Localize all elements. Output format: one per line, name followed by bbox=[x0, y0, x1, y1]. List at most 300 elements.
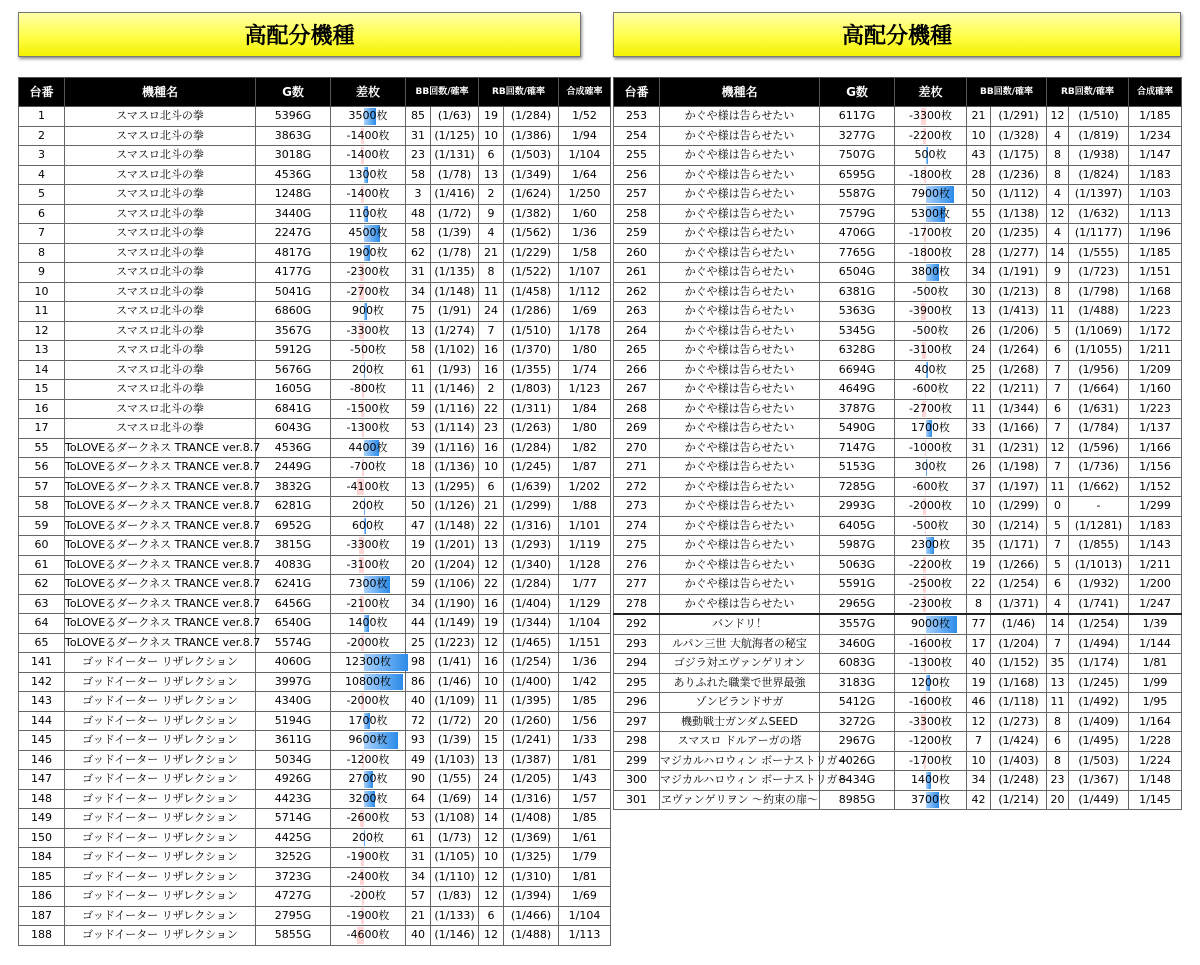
rb-rate-cell: (1/370) bbox=[504, 341, 559, 361]
header-bb: BB回数/確率 bbox=[406, 78, 479, 107]
combined-rate-cell: 1/145 bbox=[1129, 790, 1182, 810]
bb-rate-cell: (1/114) bbox=[431, 419, 479, 439]
machine-no-cell: 272 bbox=[614, 477, 660, 497]
diff-value: -600枚 bbox=[912, 382, 949, 396]
rb-count-cell: 11 bbox=[1047, 477, 1069, 497]
rb-count-cell: 12 bbox=[1047, 107, 1069, 127]
rb-rate-cell: (1/596) bbox=[1069, 438, 1129, 458]
bb-count-cell: 10 bbox=[967, 497, 991, 517]
games-cell: 6083G bbox=[820, 654, 895, 674]
games-cell: 5153G bbox=[820, 458, 895, 478]
diff-cell bbox=[895, 536, 967, 556]
combined-rate-cell: 1/228 bbox=[1129, 732, 1182, 752]
rb-count-cell: 11 bbox=[1047, 302, 1069, 322]
rb-count-cell: 6 bbox=[479, 477, 504, 497]
diff-cell bbox=[331, 731, 406, 751]
bb-count-cell: 44 bbox=[406, 614, 431, 634]
header-machine-name: 機種名 bbox=[65, 78, 256, 107]
machine-name-cell: スマスロ北斗の拳 bbox=[65, 146, 256, 166]
rb-count-cell: 16 bbox=[479, 594, 504, 614]
combined-rate-cell: 1/172 bbox=[1129, 321, 1182, 341]
table-row bbox=[19, 711, 611, 731]
diff-value: -1600枚 bbox=[909, 636, 952, 650]
rb-rate-cell: (1/1177) bbox=[1069, 224, 1129, 244]
diff-value: -1400枚 bbox=[346, 128, 390, 142]
diff-cell bbox=[895, 107, 967, 127]
rb-rate-cell: (1/956) bbox=[1069, 360, 1129, 380]
combined-rate-cell: 1/234 bbox=[1129, 126, 1182, 146]
rb-rate-cell: (1/488) bbox=[1069, 302, 1129, 322]
rb-count-cell: 6 bbox=[1047, 732, 1069, 752]
table-row bbox=[614, 321, 1182, 341]
table-row bbox=[614, 673, 1182, 693]
bb-count-cell: 26 bbox=[967, 458, 991, 478]
machine-no-cell: 261 bbox=[614, 263, 660, 283]
diff-cell bbox=[331, 516, 406, 536]
diff-value: -1900枚 bbox=[346, 850, 390, 864]
bb-count-cell: 35 bbox=[967, 536, 991, 556]
diff-cell bbox=[331, 906, 406, 926]
games-cell: 6328G bbox=[820, 341, 895, 361]
rb-rate-cell: (1/263) bbox=[504, 419, 559, 439]
bb-count-cell: 49 bbox=[406, 750, 431, 770]
diff-cell bbox=[331, 555, 406, 575]
diff-value: 300枚 bbox=[914, 460, 947, 474]
machine-no-cell: 256 bbox=[614, 165, 660, 185]
games-cell: 5396G bbox=[256, 107, 331, 127]
rb-rate-cell: (1/400) bbox=[504, 672, 559, 692]
games-cell: 3997G bbox=[256, 672, 331, 692]
machine-no-cell: 188 bbox=[19, 926, 65, 946]
games-cell: 3815G bbox=[256, 536, 331, 556]
diff-cell bbox=[895, 790, 967, 810]
left-title-banner: 高配分機種 bbox=[18, 12, 581, 57]
diff-value: 3500枚 bbox=[348, 109, 388, 123]
diff-cell bbox=[895, 673, 967, 693]
diff-value: -2200枚 bbox=[909, 128, 952, 142]
combined-rate-cell: 1/56 bbox=[559, 711, 611, 731]
machine-name-cell: かぐや様は告らせたい bbox=[660, 204, 820, 224]
diff-value: -4600枚 bbox=[346, 928, 390, 942]
diff-cell bbox=[331, 399, 406, 419]
rb-count-cell: 12 bbox=[1047, 204, 1069, 224]
bb-rate-cell: (1/133) bbox=[431, 906, 479, 926]
diff-value: 1100枚 bbox=[348, 206, 388, 220]
rb-count-cell: 7 bbox=[1047, 419, 1069, 439]
machine-name-cell: かぐや様は告らせたい bbox=[660, 555, 820, 575]
games-cell: 5855G bbox=[256, 926, 331, 946]
rb-rate-cell: (1/522) bbox=[504, 263, 559, 283]
combined-rate-cell: 1/151 bbox=[559, 633, 611, 653]
diff-value: -4100枚 bbox=[346, 479, 390, 493]
combined-rate-cell: 1/156 bbox=[1129, 458, 1182, 478]
diff-value: -1600枚 bbox=[909, 695, 952, 709]
machine-name-cell: かぐや様は告らせたい bbox=[660, 263, 820, 283]
diff-value: -1300枚 bbox=[346, 421, 390, 435]
diff-cell bbox=[331, 789, 406, 809]
combined-rate-cell: 1/160 bbox=[1129, 380, 1182, 400]
rb-count-cell: 24 bbox=[479, 302, 504, 322]
machine-no-cell: 17 bbox=[19, 419, 65, 439]
diff-cell bbox=[895, 555, 967, 575]
rb-count-cell: 8 bbox=[1047, 165, 1069, 185]
machine-name-cell: ゴッドイーター リザレクション bbox=[65, 672, 256, 692]
rb-count-cell: 15 bbox=[479, 731, 504, 751]
bb-count-cell: 59 bbox=[406, 575, 431, 595]
table-row bbox=[19, 399, 611, 419]
games-cell: 3557G bbox=[820, 614, 895, 634]
diff-cell bbox=[895, 458, 967, 478]
header-machine-no: 台番 bbox=[19, 78, 65, 107]
machine-name-cell: スマスロ北斗の拳 bbox=[65, 185, 256, 205]
diff-value: -2700枚 bbox=[909, 401, 952, 415]
combined-rate-cell: 1/250 bbox=[559, 185, 611, 205]
games-cell: 5591G bbox=[820, 575, 895, 595]
rb-rate-cell: (1/284) bbox=[504, 107, 559, 127]
diff-value: 4400枚 bbox=[348, 440, 388, 454]
combined-rate-cell: 1/196 bbox=[1129, 224, 1182, 244]
bb-rate-cell: (1/191) bbox=[991, 263, 1047, 283]
bb-count-cell: 11 bbox=[406, 380, 431, 400]
machine-no-cell: 62 bbox=[19, 575, 65, 595]
rb-count-cell: 6 bbox=[1047, 341, 1069, 361]
diff-value: 3800枚 bbox=[911, 265, 950, 279]
table-row bbox=[614, 497, 1182, 517]
diff-cell bbox=[895, 263, 967, 283]
machine-no-cell: 58 bbox=[19, 497, 65, 517]
machine-no-cell: 185 bbox=[19, 867, 65, 887]
machine-name-cell: ToLOVEるダークネス TRANCE ver.8.7 bbox=[65, 594, 256, 614]
games-cell: 6405G bbox=[820, 516, 895, 536]
rb-rate-cell: (1/932) bbox=[1069, 575, 1129, 595]
bb-rate-cell: (1/299) bbox=[991, 497, 1047, 517]
machine-no-cell: 147 bbox=[19, 770, 65, 790]
rb-rate-cell: (1/205) bbox=[504, 770, 559, 790]
rb-count-cell: 6 bbox=[479, 146, 504, 166]
table-row bbox=[614, 693, 1182, 713]
machine-no-cell: 10 bbox=[19, 282, 65, 302]
bb-count-cell: 47 bbox=[406, 516, 431, 536]
machine-no-cell: 273 bbox=[614, 497, 660, 517]
bb-count-cell: 25 bbox=[406, 633, 431, 653]
rb-rate-cell: (1/386) bbox=[504, 126, 559, 146]
bb-rate-cell: (1/131) bbox=[431, 146, 479, 166]
combined-rate-cell: 1/74 bbox=[559, 360, 611, 380]
machine-name-cell: ToLOVEるダークネス TRANCE ver.8.7 bbox=[65, 536, 256, 556]
machine-no-cell: 258 bbox=[614, 204, 660, 224]
machine-name-cell: ゴッドイーター リザレクション bbox=[65, 887, 256, 907]
rb-count-cell: 0 bbox=[1047, 497, 1069, 517]
bb-rate-cell: (1/166) bbox=[991, 419, 1047, 439]
combined-rate-cell: 1/94 bbox=[559, 126, 611, 146]
diff-value: 400枚 bbox=[914, 362, 947, 376]
bb-rate-cell: (1/152) bbox=[991, 654, 1047, 674]
table-row bbox=[19, 906, 611, 926]
bb-count-cell: 53 bbox=[406, 809, 431, 829]
combined-rate-cell: 1/143 bbox=[1129, 536, 1182, 556]
diff-value: -1000枚 bbox=[909, 440, 952, 454]
table-row bbox=[614, 771, 1182, 791]
machine-no-cell: 187 bbox=[19, 906, 65, 926]
machine-name-cell: ToLOVEるダークネス TRANCE ver.8.7 bbox=[65, 438, 256, 458]
diff-cell bbox=[331, 848, 406, 868]
combined-rate-cell: 1/113 bbox=[559, 926, 611, 946]
table-row bbox=[19, 594, 611, 614]
rb-count-cell: 4 bbox=[1047, 224, 1069, 244]
bb-count-cell: 64 bbox=[406, 789, 431, 809]
table-row bbox=[19, 419, 611, 439]
bb-count-cell: 33 bbox=[967, 419, 991, 439]
games-cell: 4026G bbox=[820, 751, 895, 771]
bb-rate-cell: (1/46) bbox=[431, 672, 479, 692]
rb-rate-cell: (1/340) bbox=[504, 555, 559, 575]
rb-count-cell: 8 bbox=[1047, 282, 1069, 302]
table-row bbox=[19, 185, 611, 205]
combined-rate-cell: 1/85 bbox=[559, 692, 611, 712]
bb-count-cell: 55 bbox=[967, 204, 991, 224]
games-cell: 3440G bbox=[256, 204, 331, 224]
bb-count-cell: 31 bbox=[406, 126, 431, 146]
bb-rate-cell: (1/236) bbox=[991, 165, 1047, 185]
diff-value: -500枚 bbox=[912, 323, 949, 337]
games-cell: 6381G bbox=[820, 282, 895, 302]
bb-rate-cell: (1/126) bbox=[431, 497, 479, 517]
machine-name-cell: かぐや様は告らせたい bbox=[660, 107, 820, 127]
machine-name-cell: ゴッドイーター リザレクション bbox=[65, 770, 256, 790]
combined-rate-cell: 1/185 bbox=[1129, 243, 1182, 263]
combined-rate-cell: 1/39 bbox=[1129, 614, 1182, 634]
combined-rate-cell: 1/166 bbox=[1129, 438, 1182, 458]
rb-rate-cell: (1/299) bbox=[504, 497, 559, 517]
bb-rate-cell: (1/78) bbox=[431, 243, 479, 263]
machine-no-cell: 143 bbox=[19, 692, 65, 712]
combined-rate-cell: 1/36 bbox=[559, 653, 611, 673]
diff-cell bbox=[895, 751, 967, 771]
table-row bbox=[19, 107, 611, 127]
games-cell: 7579G bbox=[820, 204, 895, 224]
machine-name-cell: ゴッドイーター リザレクション bbox=[65, 906, 256, 926]
bb-count-cell: 59 bbox=[406, 399, 431, 419]
machine-name-cell: ゾンビランドサガ bbox=[660, 693, 820, 713]
machine-no-cell: 6 bbox=[19, 204, 65, 224]
machine-no-cell: 15 bbox=[19, 380, 65, 400]
table-row bbox=[19, 828, 611, 848]
diff-value: -1400枚 bbox=[346, 148, 390, 162]
rb-count-cell: 14 bbox=[479, 809, 504, 829]
table-row bbox=[614, 594, 1182, 614]
rb-rate-cell: (1/819) bbox=[1069, 126, 1129, 146]
table-row bbox=[614, 419, 1182, 439]
rb-count-cell: 22 bbox=[479, 575, 504, 595]
diff-cell bbox=[331, 477, 406, 497]
table-row bbox=[19, 165, 611, 185]
combined-rate-cell: 1/202 bbox=[559, 477, 611, 497]
diff-cell bbox=[895, 614, 967, 634]
combined-rate-cell: 1/81 bbox=[559, 750, 611, 770]
combined-rate-cell: 1/223 bbox=[1129, 302, 1182, 322]
machine-name-cell: ゴッドイーター リザレクション bbox=[65, 809, 256, 829]
machine-no-cell: 292 bbox=[614, 614, 660, 634]
games-cell: 3723G bbox=[256, 867, 331, 887]
rb-count-cell: 12 bbox=[479, 555, 504, 575]
combined-rate-cell: 1/119 bbox=[559, 536, 611, 556]
header-combined: 合成確率 bbox=[1129, 78, 1182, 107]
table-row bbox=[19, 126, 611, 146]
machine-name-cell: かぐや様は告らせたい bbox=[660, 126, 820, 146]
diff-cell bbox=[331, 614, 406, 634]
diff-cell bbox=[895, 224, 967, 244]
games-cell: 2967G bbox=[820, 732, 895, 752]
table-row bbox=[19, 282, 611, 302]
rb-rate-cell: (1/855) bbox=[1069, 536, 1129, 556]
diff-cell bbox=[331, 926, 406, 946]
diff-cell bbox=[331, 536, 406, 556]
table-row bbox=[19, 360, 611, 380]
bb-count-cell: 62 bbox=[406, 243, 431, 263]
table-row bbox=[19, 633, 611, 653]
rb-rate-cell: (1/1069) bbox=[1069, 321, 1129, 341]
combined-rate-cell: 1/137 bbox=[1129, 419, 1182, 439]
diff-value: 1700枚 bbox=[911, 421, 950, 435]
table-row bbox=[614, 107, 1182, 127]
bb-count-cell: 93 bbox=[406, 731, 431, 751]
machine-no-cell: 11 bbox=[19, 302, 65, 322]
table-row bbox=[19, 302, 611, 322]
rb-count-cell: 12 bbox=[479, 828, 504, 848]
machine-no-cell: 263 bbox=[614, 302, 660, 322]
bb-count-cell: 42 bbox=[967, 790, 991, 810]
rb-count-cell: 8 bbox=[1047, 146, 1069, 166]
bb-count-cell: 20 bbox=[406, 555, 431, 575]
rb-rate-cell: (1/254) bbox=[504, 653, 559, 673]
rb-count-cell: 13 bbox=[479, 536, 504, 556]
rb-count-cell: 22 bbox=[479, 399, 504, 419]
diff-cell bbox=[331, 302, 406, 322]
games-cell: 6841G bbox=[256, 399, 331, 419]
bb-rate-cell: (1/201) bbox=[431, 536, 479, 556]
table-row bbox=[614, 536, 1182, 556]
combined-rate-cell: 1/101 bbox=[559, 516, 611, 536]
machine-name-cell: スマスロ北斗の拳 bbox=[65, 204, 256, 224]
machine-name-cell: スマスロ北斗の拳 bbox=[65, 107, 256, 127]
combined-rate-cell: 1/80 bbox=[559, 419, 611, 439]
diff-cell bbox=[895, 204, 967, 224]
diff-cell bbox=[331, 828, 406, 848]
machine-name-cell: ToLOVEるダークネス TRANCE ver.8.7 bbox=[65, 614, 256, 634]
rb-count-cell: 14 bbox=[1047, 243, 1069, 263]
rb-rate-cell: (1/260) bbox=[504, 711, 559, 731]
combined-rate-cell: 1/81 bbox=[1129, 654, 1182, 674]
rb-rate-cell: (1/798) bbox=[1069, 282, 1129, 302]
rb-count-cell: 13 bbox=[479, 750, 504, 770]
bb-rate-cell: (1/109) bbox=[431, 692, 479, 712]
machine-name-cell: かぐや様は告らせたい bbox=[660, 282, 820, 302]
combined-rate-cell: 1/84 bbox=[559, 399, 611, 419]
machine-no-cell: 266 bbox=[614, 360, 660, 380]
rb-count-cell: 19 bbox=[479, 614, 504, 634]
machine-name-cell: かぐや様は告らせたい bbox=[660, 165, 820, 185]
rb-count-cell: 4 bbox=[1047, 594, 1069, 614]
rb-rate-cell: - bbox=[1069, 497, 1129, 517]
bb-rate-cell: (1/63) bbox=[431, 107, 479, 127]
diff-cell bbox=[895, 302, 967, 322]
diff-value: 900枚 bbox=[352, 304, 384, 318]
rb-rate-cell: (1/394) bbox=[504, 887, 559, 907]
bb-count-cell: 21 bbox=[406, 906, 431, 926]
diff-value: -500枚 bbox=[912, 284, 949, 298]
rb-count-cell: 4 bbox=[1047, 126, 1069, 146]
diff-cell bbox=[331, 750, 406, 770]
diff-cell bbox=[331, 692, 406, 712]
machine-name-cell: かぐや様は告らせたい bbox=[660, 185, 820, 205]
diff-value: -1300枚 bbox=[909, 656, 952, 670]
machine-name-cell: スマスロ北斗の拳 bbox=[65, 224, 256, 244]
diff-cell bbox=[895, 634, 967, 654]
combined-rate-cell: 1/299 bbox=[1129, 497, 1182, 517]
table-row bbox=[19, 243, 611, 263]
bb-rate-cell: (1/108) bbox=[431, 809, 479, 829]
diff-cell bbox=[895, 165, 967, 185]
machine-no-cell: 150 bbox=[19, 828, 65, 848]
bb-count-cell: 20 bbox=[967, 224, 991, 244]
diff-cell bbox=[895, 497, 967, 517]
rb-count-cell: 2 bbox=[479, 380, 504, 400]
bb-count-cell: 53 bbox=[406, 419, 431, 439]
diff-value: -3100枚 bbox=[909, 343, 952, 357]
bb-rate-cell: (1/273) bbox=[991, 712, 1047, 732]
diff-cell bbox=[331, 458, 406, 478]
bb-count-cell: 34 bbox=[406, 867, 431, 887]
bb-rate-cell: (1/168) bbox=[991, 673, 1047, 693]
table-row bbox=[19, 477, 611, 497]
table-row bbox=[19, 263, 611, 283]
bb-rate-cell: (1/211) bbox=[991, 380, 1047, 400]
bb-rate-cell: (1/416) bbox=[431, 185, 479, 205]
diff-value: -1400枚 bbox=[346, 187, 390, 201]
machine-name-cell: ゴッドイーター リザレクション bbox=[65, 750, 256, 770]
machine-name-cell: ToLOVEるダークネス TRANCE ver.8.7 bbox=[65, 633, 256, 653]
machine-name-cell: スマスロ北斗の拳 bbox=[65, 341, 256, 361]
machine-name-cell: ルパン三世 大航海者の秘宝 bbox=[660, 634, 820, 654]
rb-rate-cell: (1/367) bbox=[1069, 771, 1129, 791]
diff-value: -700枚 bbox=[350, 460, 386, 474]
table-row bbox=[19, 770, 611, 790]
diff-value: -2600枚 bbox=[346, 811, 390, 825]
diff-cell bbox=[331, 653, 406, 673]
bb-rate-cell: (1/105) bbox=[431, 848, 479, 868]
rb-count-cell: 21 bbox=[479, 497, 504, 517]
diff-value: -1200枚 bbox=[346, 752, 390, 766]
table-row bbox=[614, 360, 1182, 380]
machine-name-cell: ゴッドイーター リザレクション bbox=[65, 731, 256, 751]
games-cell: 3252G bbox=[256, 848, 331, 868]
bb-rate-cell: (1/254) bbox=[991, 575, 1047, 595]
rb-count-cell: 9 bbox=[479, 204, 504, 224]
games-cell: 6043G bbox=[256, 419, 331, 439]
diff-cell bbox=[331, 497, 406, 517]
bb-rate-cell: (1/146) bbox=[431, 380, 479, 400]
bb-count-cell: 8 bbox=[967, 594, 991, 614]
bb-count-cell: 57 bbox=[406, 887, 431, 907]
right-title-banner: 高配分機種 bbox=[613, 12, 1181, 57]
bb-count-cell: 40 bbox=[406, 926, 431, 946]
table-row bbox=[614, 282, 1182, 302]
machine-name-cell: かぐや様は告らせたい bbox=[660, 146, 820, 166]
bb-rate-cell: (1/136) bbox=[431, 458, 479, 478]
games-cell: 4649G bbox=[820, 380, 895, 400]
games-cell: 3272G bbox=[820, 712, 895, 732]
diff-value: -500枚 bbox=[350, 343, 386, 357]
